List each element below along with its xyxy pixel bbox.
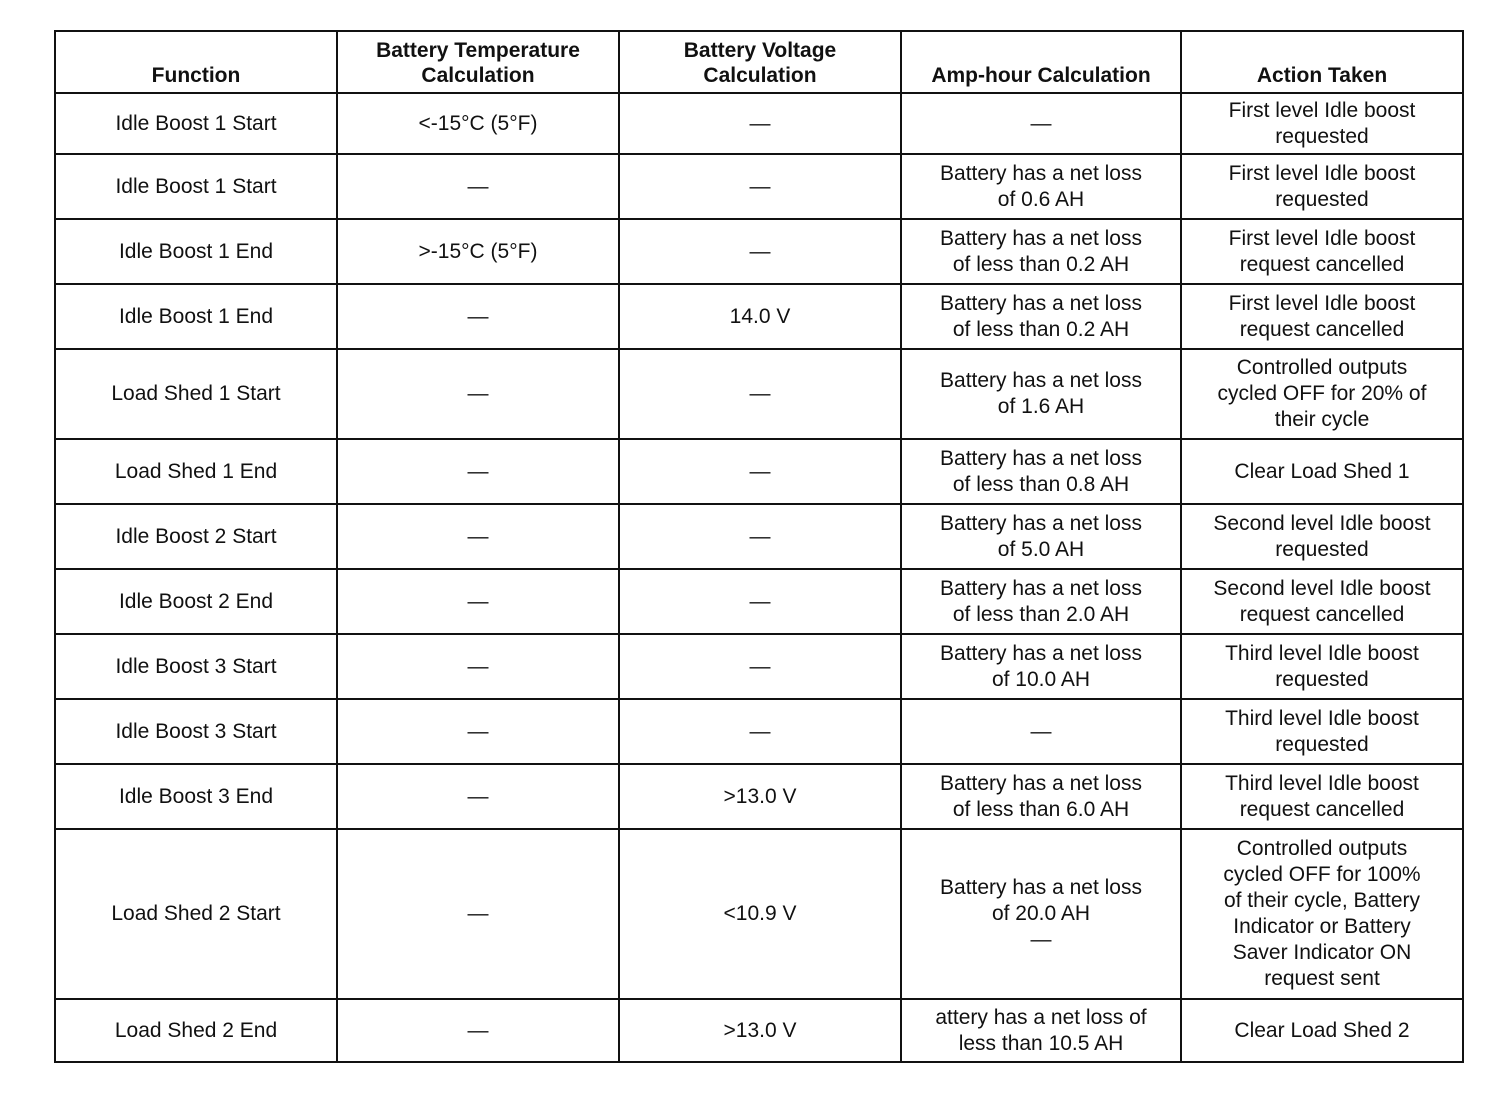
header-amp-hour: Amp-hour Calculation	[901, 31, 1181, 93]
cell-action-taken-text: Third level Idle boost request cancelled	[1225, 771, 1419, 821]
cell-amp-hour-text: Battery has a net loss of 20.0 AH —	[940, 876, 1142, 951]
cell-battery-voltage-text: >13.0 V	[723, 1018, 797, 1042]
cell-action-taken	[1181, 349, 1463, 439]
cell-action-taken-text: Second level Idle boost request cancelled	[1213, 576, 1431, 626]
cell-amp-hour-text: Battery has a net loss of less than 0.8 AH	[940, 446, 1142, 496]
cell-battery-voltage	[619, 439, 901, 504]
cell-battery-voltage-text: —	[749, 111, 771, 135]
table-row	[55, 699, 1463, 764]
cell-battery-voltage-text: —	[749, 174, 771, 198]
table-row	[55, 504, 1463, 569]
cell-function	[55, 349, 337, 439]
cell-amp-hour-text: Battery has a net loss of 1.6 AH	[940, 369, 1142, 418]
cell-action-taken	[1181, 699, 1463, 764]
cell-battery-voltage-text: <10.9 V	[723, 902, 797, 925]
cell-battery-voltage	[619, 764, 901, 829]
cell-action-taken	[1181, 284, 1463, 349]
cell-function-text: Load Shed 2 Start	[111, 902, 281, 925]
cell-action-taken-text: Clear Load Shed 2	[1234, 1018, 1410, 1042]
cell-action-taken-text: Third level Idle boost requested	[1225, 641, 1419, 691]
cell-function	[55, 284, 337, 349]
table-row	[55, 219, 1463, 284]
cell-function	[55, 999, 337, 1062]
cell-amp-hour	[901, 284, 1181, 349]
cell-amp-hour-text: Battery has a net loss of less than 6.0 AH	[940, 771, 1142, 821]
header-action-taken: Action Taken	[1181, 31, 1463, 93]
cell-function	[55, 829, 337, 999]
cell-function	[55, 764, 337, 829]
cell-battery-voltage	[619, 829, 901, 999]
header-battery-voltage: Battery Voltage Calculation	[619, 31, 901, 93]
table-row	[55, 349, 1463, 439]
cell-action-taken	[1181, 829, 1463, 999]
cell-amp-hour	[901, 699, 1181, 764]
cell-battery-temperature-text: —	[467, 174, 489, 198]
cell-battery-voltage-text: —	[749, 524, 771, 548]
cell-amp-hour	[901, 219, 1181, 284]
table-header-row	[55, 31, 1463, 93]
cell-battery-temperature-text: —	[467, 382, 489, 405]
cell-action-taken-text: Second level Idle boost requested	[1213, 511, 1431, 561]
table-row	[55, 764, 1463, 829]
cell-battery-voltage	[619, 284, 901, 349]
cell-function	[55, 634, 337, 699]
cell-battery-voltage	[619, 504, 901, 569]
cell-function-text: Idle Boost 1 End	[118, 239, 274, 263]
cell-action-taken-text: First level Idle boost requested	[1228, 161, 1416, 211]
cell-action-taken-text: Third level Idle boost requested	[1225, 706, 1419, 756]
cell-function	[55, 219, 337, 284]
cell-amp-hour	[901, 504, 1181, 569]
cell-amp-hour	[901, 569, 1181, 634]
cell-battery-temperature	[337, 764, 619, 829]
cell-battery-voltage-text: —	[749, 589, 771, 613]
cell-battery-voltage	[619, 634, 901, 699]
cell-function-text: Idle Boost 1 End	[118, 304, 274, 328]
cell-battery-temperature	[337, 93, 619, 154]
header-battery-temperature: Battery Temperature Calculation	[337, 31, 619, 93]
cell-battery-temperature-text: —	[467, 719, 489, 743]
battery-management-table	[54, 30, 1464, 1063]
cell-battery-temperature	[337, 699, 619, 764]
cell-function-text: Load Shed 1 End	[114, 459, 278, 483]
cell-battery-voltage	[619, 999, 901, 1062]
cell-battery-temperature	[337, 569, 619, 634]
cell-action-taken	[1181, 504, 1463, 569]
cell-function	[55, 569, 337, 634]
cell-action-taken	[1181, 154, 1463, 219]
cell-battery-temperature-text: —	[467, 784, 489, 808]
cell-function-text: Load Shed 1 Start	[111, 382, 281, 405]
cell-battery-temperature	[337, 284, 619, 349]
cell-battery-voltage	[619, 699, 901, 764]
table-row	[55, 829, 1463, 999]
cell-function-text: Load Shed 2 End	[114, 1018, 278, 1042]
cell-function	[55, 93, 337, 154]
cell-action-taken-text: First level Idle boost request cancelled	[1228, 291, 1416, 341]
cell-function-text: Idle Boost 2 End	[118, 589, 274, 613]
cell-action-taken-text: First level Idle boost request cancelled	[1228, 226, 1416, 276]
cell-battery-voltage-text: —	[749, 719, 771, 743]
cell-battery-temperature-text: —	[467, 654, 489, 678]
cell-battery-temperature-text: —	[467, 304, 489, 328]
cell-battery-temperature	[337, 504, 619, 569]
cell-amp-hour	[901, 829, 1181, 999]
cell-action-taken-text: Controlled outputs cycled OFF for 100% of their cycle, Battery Indicator or Battery Saver Indicator ON request sent	[1223, 837, 1421, 990]
cell-amp-hour-text: Battery has a net loss of less than 2.0 AH	[940, 576, 1142, 626]
cell-battery-voltage-text: >13.0 V	[723, 784, 797, 808]
cell-amp-hour-text: Battery has a net loss of 5.0 AH	[940, 511, 1142, 561]
cell-battery-voltage	[619, 349, 901, 439]
cell-function	[55, 504, 337, 569]
table-row	[55, 439, 1463, 504]
cell-battery-temperature-text: <-15°C (5°F)	[418, 111, 538, 135]
cell-battery-temperature	[337, 154, 619, 219]
cell-battery-temperature-text: —	[467, 459, 489, 483]
table-row	[55, 154, 1463, 219]
header-function: Function	[55, 31, 337, 93]
cell-action-taken	[1181, 764, 1463, 829]
cell-battery-voltage	[619, 569, 901, 634]
cell-battery-voltage	[619, 154, 901, 219]
cell-action-taken	[1181, 569, 1463, 634]
cell-function	[55, 439, 337, 504]
cell-battery-temperature-text: —	[467, 902, 489, 925]
cell-action-taken	[1181, 93, 1463, 154]
cell-amp-hour	[901, 634, 1181, 699]
cell-function-text: Idle Boost 3 End	[118, 784, 274, 808]
cell-battery-voltage-text: —	[749, 459, 771, 483]
cell-function-text: Idle Boost 1 Start	[115, 174, 277, 198]
cell-function	[55, 154, 337, 219]
cell-battery-voltage-text: —	[749, 654, 771, 678]
cell-amp-hour	[901, 999, 1181, 1062]
table-row	[55, 569, 1463, 634]
cell-amp-hour	[901, 764, 1181, 829]
cell-amp-hour-text: Battery has a net loss of less than 0.2 AH	[940, 291, 1142, 341]
cell-action-taken-text: First level Idle boost requested	[1228, 98, 1416, 148]
cell-action-taken	[1181, 439, 1463, 504]
cell-battery-temperature	[337, 829, 619, 999]
cell-amp-hour	[901, 93, 1181, 154]
table-row	[55, 634, 1463, 699]
cell-function-text: Idle Boost 3 Start	[115, 654, 277, 678]
cell-battery-temperature	[337, 219, 619, 284]
cell-function-text: Idle Boost 2 Start	[115, 524, 277, 548]
cell-function	[55, 699, 337, 764]
cell-action-taken	[1181, 219, 1463, 284]
cell-battery-temperature-text: —	[467, 1018, 489, 1042]
cell-battery-voltage-text: 14.0 V	[729, 304, 791, 328]
cell-battery-voltage-text: —	[749, 239, 771, 263]
cell-function-text: Idle Boost 3 Start	[115, 719, 277, 743]
cell-battery-temperature-text: —	[467, 589, 489, 613]
cell-amp-hour-text: attery has a net loss of less than 10.5 AH	[935, 1005, 1147, 1055]
cell-amp-hour-text: Battery has a net loss of 10.0 AH	[940, 641, 1142, 691]
cell-battery-temperature	[337, 439, 619, 504]
cell-amp-hour	[901, 439, 1181, 504]
table-row	[55, 93, 1463, 154]
cell-amp-hour	[901, 349, 1181, 439]
cell-amp-hour-text: Battery has a net loss of 0.6 AH	[940, 161, 1142, 211]
cell-action-taken	[1181, 999, 1463, 1062]
cell-amp-hour	[901, 154, 1181, 219]
cell-battery-temperature-text: —	[467, 524, 489, 548]
table-row	[55, 999, 1463, 1062]
cell-battery-temperature	[337, 349, 619, 439]
cell-action-taken-text: Controlled outputs cycled OFF for 20% of their cycle	[1217, 356, 1427, 431]
cell-amp-hour-text: Battery has a net loss of less than 0.2 AH	[940, 226, 1142, 276]
table-row	[55, 284, 1463, 349]
cell-battery-temperature-text: >-15°C (5°F)	[418, 239, 538, 263]
cell-amp-hour-text: —	[1030, 111, 1052, 135]
cell-battery-temperature	[337, 999, 619, 1062]
cell-function-text: Idle Boost 1 Start	[115, 111, 277, 135]
cell-battery-voltage	[619, 219, 901, 284]
cell-battery-temperature	[337, 634, 619, 699]
cell-action-taken	[1181, 634, 1463, 699]
cell-amp-hour-text: —	[1030, 719, 1052, 743]
cell-battery-voltage	[619, 93, 901, 154]
cell-action-taken-text: Clear Load Shed 1	[1234, 459, 1410, 483]
cell-battery-voltage-text: —	[749, 382, 771, 405]
